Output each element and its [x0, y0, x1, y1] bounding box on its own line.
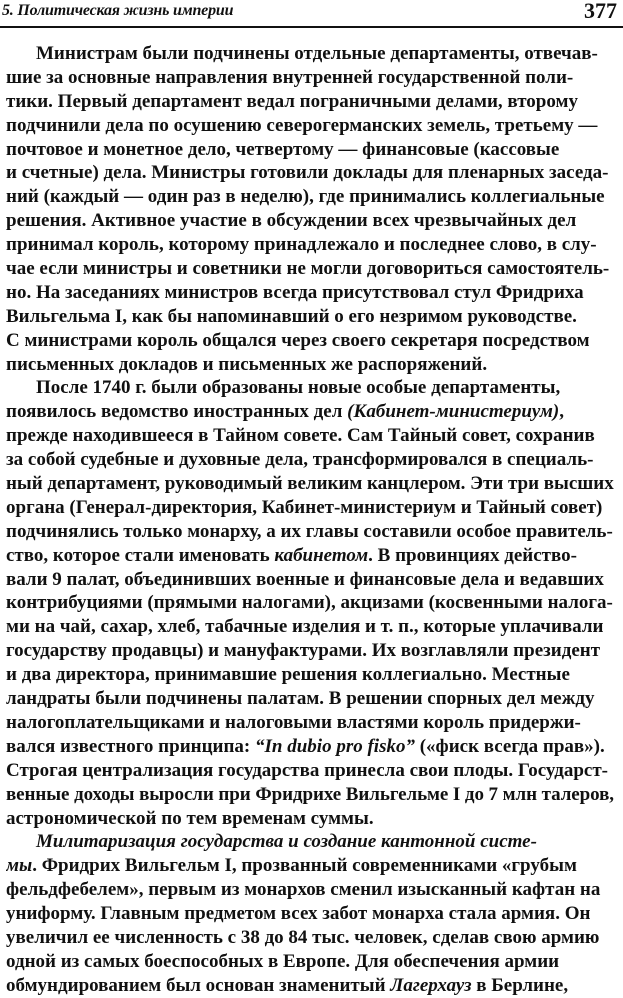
italic-text: “In dubio pro fisko”	[255, 735, 415, 757]
text-line	[6, 878, 614, 902]
text-line	[6, 424, 614, 448]
text-segment: После 1740 г. были образованы новые особые департаменты,	[36, 377, 561, 399]
text-line	[6, 257, 614, 281]
text-line	[6, 830, 614, 854]
text-line	[6, 591, 614, 615]
text-line	[6, 807, 614, 831]
text-segment: в Берлине,	[471, 974, 569, 996]
text-line	[6, 305, 614, 329]
text-line	[6, 639, 614, 663]
body-text	[6, 42, 614, 998]
italic-text: кабинетом	[274, 544, 369, 566]
text-segment: Министрам были подчинены отдельные департаменты, отвечав-	[36, 43, 598, 64]
text-segment: принимал король, которому принадлежало и последнее слово, в слу-	[6, 234, 597, 256]
text-line	[6, 90, 614, 114]
text-segment: но. На заседаниях министров всегда присутствовал стул Фридриха	[6, 281, 584, 303]
text-line	[6, 281, 614, 305]
text-segment: . В провинциях действо-	[368, 544, 577, 566]
header-rule	[0, 26, 623, 28]
text-line	[6, 209, 614, 233]
text-line	[6, 400, 614, 424]
text-segment: . Фридрих Вильгельм I, прозванный современниками «грубым	[32, 855, 577, 877]
text-segment: фельдфебелем», первым из монархов сменил изысканный кафтан на	[6, 879, 601, 901]
text-line	[6, 353, 614, 377]
text-segment: подчинили дела по осушению северогерманских земель, третьему —	[6, 114, 598, 136]
page-header	[0, 0, 623, 32]
text-segment: за собой судебные и духовные дела, трансформировался в специаль-	[6, 449, 594, 471]
text-line	[6, 687, 614, 711]
text-segment: ,	[559, 401, 564, 423]
text-line	[6, 376, 614, 400]
text-segment: тики. Первый департамент ведал пограничными делами, второму	[6, 90, 578, 112]
text-segment: астрономической по тем временам суммы.	[6, 807, 374, 829]
text-line	[6, 902, 614, 926]
text-line	[6, 615, 614, 639]
text-line	[6, 42, 614, 66]
text-line	[6, 496, 614, 520]
text-line	[6, 544, 614, 568]
text-line	[6, 329, 614, 353]
text-segment: венные доходы выросли при Фридрихе Вильгельме I до 7 млн талеров,	[6, 783, 614, 805]
text-segment: увеличил ее численность с 38 до 84 тыс. человек, сделав свою армию	[6, 926, 600, 948]
text-line	[6, 520, 614, 544]
text-segment: одной из самых боеспособных в Европе. Для обеспечения армии	[6, 950, 560, 972]
text-segment: государству продавцы) и мануфактурами. Их возглавляли президент	[6, 640, 601, 662]
text-line	[6, 185, 614, 209]
italic-text: Лагерхауз	[390, 974, 472, 996]
text-line	[6, 759, 614, 783]
page-number: 377	[584, 0, 617, 23]
running-head: 5. Политическая жизнь империи	[2, 2, 234, 19]
text-segment: вался известного принципа:	[6, 735, 256, 757]
text-segment: Вильгельма I, как бы напоминавший о его незримом руководстве.	[6, 305, 577, 327]
text-line	[6, 161, 614, 185]
text-segment: ми на чай, сахар, хлеб, табачные изделия и т. п., которые уплачивали	[6, 616, 604, 638]
text-line	[6, 66, 614, 90]
text-segment: ний (каждый — один раз в неделю), где принимались коллегиальные	[6, 186, 605, 208]
text-segment: ландраты были подчинены палатам. В решении спорных дел между	[6, 688, 595, 710]
text-segment: Строгая централизация государства принесла свои плоды. Государст-	[6, 759, 609, 781]
italic-text: (Кабинет-министериум)	[347, 401, 560, 423]
text-line	[6, 783, 614, 807]
text-segment: униформу. Главным предметом всех забот монарха стала армия. Он	[6, 903, 591, 925]
text-segment: и счетные) дела. Министры готовили доклады для пленарных заседа-	[6, 162, 609, 184]
text-segment: решения. Активное участие в обсуждении всех чрезвычайных дел	[6, 210, 577, 232]
text-segment: письменных докладов и письменных же распоряжений.	[6, 353, 488, 375]
text-line	[6, 233, 614, 257]
text-line	[6, 472, 614, 496]
text-line	[6, 950, 614, 974]
text-line	[6, 568, 614, 592]
text-segment: почтовое и монетное дело, четвертому — финансовые (кассовые	[6, 138, 560, 160]
text-line	[6, 974, 614, 998]
text-segment: чае если министры и советники не могли договориться самостоятель-	[6, 258, 610, 280]
text-segment: шие за основные направления внутренней государственной поли-	[6, 66, 574, 88]
text-segment: обмундированием был основан знаменитый	[6, 974, 391, 996]
text-segment: налогоплательщиками и налоговыми властями король придержи-	[6, 711, 581, 733]
text-segment: подчинялись только монарху, а их главы составили особое правитель-	[6, 520, 613, 542]
text-line	[6, 735, 614, 759]
text-segment: ство, которое стали именовать	[6, 544, 275, 566]
text-line	[6, 854, 614, 878]
text-segment: ный департамент, руководимый великим канцлером. Эти три высших	[6, 473, 614, 495]
text-segment: прежде находившееся в Тайном совете. Сам Тайный совет, сохранив	[6, 425, 595, 447]
text-segment: органа (Генерал-директория, Кабинет-министериум и Тайный совет)	[6, 496, 603, 518]
text-line	[6, 663, 614, 687]
text-line	[6, 448, 614, 472]
italic-text: мы	[6, 855, 33, 877]
text-segment: контрибуциями (прямыми налогами), акцизами (косвенными налога-	[6, 592, 613, 614]
text-line	[6, 926, 614, 950]
text-segment: появилось ведомство иностранных дел	[6, 401, 348, 423]
text-line	[6, 114, 614, 138]
text-segment: и два директора, принимавшие решения коллегиально. Местные	[6, 664, 570, 686]
text-line	[6, 138, 614, 162]
text-segment: С министрами король общался через своего секретаря посредством	[6, 329, 590, 351]
italic-text: Милитаризация государства и создание кантонной систе-	[36, 831, 537, 853]
text-segment: вали 9 палат, объединивших военные и финансовые дела и ведавших	[6, 568, 604, 590]
text-line	[6, 711, 614, 735]
text-segment: («фиск всегда прав»).	[414, 735, 605, 757]
